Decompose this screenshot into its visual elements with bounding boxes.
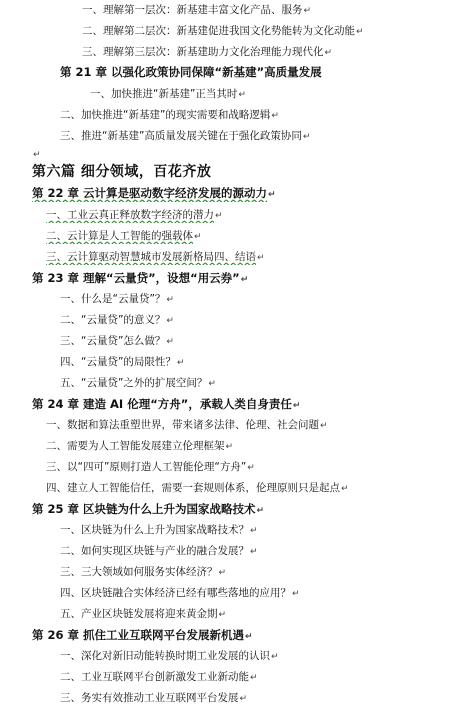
toc-chapter-heading: 第 24 章 建造 AI 伦理“方舟”，承载人类自身责任↵	[32, 397, 301, 411]
toc-chapter-heading: 第 22 章 云计算是驱动数字经济发展的源动力↵	[32, 186, 276, 200]
toc-subitem: 一、工业云真正释放数字经济的潜力↵	[46, 209, 223, 221]
toc-chapter-heading: 第 23 章 理解“云量贷”，设想“用云券”↵	[32, 271, 249, 285]
toc-subitem: 四、“云量贷”的局限性？↵	[60, 356, 185, 368]
toc-subitem: 四、区块链融合实体经济已经有哪些落地的应用？↵	[60, 587, 300, 599]
toc-subitem: 二、如何实现区块链与产业的融合发展？↵	[60, 545, 258, 557]
toc-subitem: 三、三大领域如何服务实体经济？↵	[60, 566, 227, 578]
blank-paragraph: ↵	[33, 150, 41, 160]
toc-subitem: 二、“云量贷”的意义？↵	[60, 314, 174, 326]
toc-part-heading: 第六篇 细分领域，百花齐放	[32, 164, 212, 180]
toc-chapter-heading: 第 26 章 抓住工业互联网平台发展新机遇↵	[32, 628, 253, 642]
toc-subitem: 三、推进“新基建”高质量发展关键在于强化政策协同↵	[60, 130, 311, 142]
toc-subitem: 三、云计算驱动智慧城市发展新格局四、结语↵	[46, 251, 265, 263]
toc-chapter-heading: 第 21 章 以强化政策协同保障“新基建”高质量发展	[60, 65, 322, 79]
toc-chapter-heading: 第 25 章 区块链为什么上升为国家战略技术↵	[32, 502, 265, 516]
toc-subitem: 二、云计算是人工智能的强载体↵	[46, 230, 202, 242]
toc-subitem: 二、需要为人工智能发展建立伦理框架↵	[46, 440, 234, 452]
toc-subitem: 二、理解第二层次：新基建促进我国文化势能转为文化动能↵	[82, 25, 364, 37]
toc-subitem: 一、数据和算法重塑世界，带来诸多法律、伦理、社会问题↵	[46, 419, 328, 431]
toc-subitem: 三、务实有效推动工业互联网平台发展↵	[60, 692, 248, 704]
toc-subitem: 二、工业互联网平台创新激发工业新动能↵	[60, 671, 258, 683]
toc-subitem: 四、建立人工智能信任，需要一套规则体系，伦理原则只是起点↵	[46, 482, 349, 494]
toc-subitem: 三、理解第三层次：新基建助力文化治理能力现代化↵	[82, 46, 333, 58]
toc-subitem: 五、“云量贷”之外的扩展空间？↵	[60, 377, 216, 389]
toc-subitem: 一、深化对新旧动能转换时期工业发展的认识↵	[60, 650, 279, 662]
toc-subitem: 一、什么是“云量贷”？↵	[60, 293, 174, 305]
toc-subitem: 三、“云量贷”怎么做？↵	[60, 335, 174, 347]
toc-subitem: 二、加快推进“新基建”的现实需要和战略逻辑↵	[60, 109, 279, 121]
toc-subitem: 三、以“四可”原则打造人工智能伦理“方舟”↵	[46, 461, 255, 473]
toc-subitem: 一、区块链为什么上升为国家战略技术？↵	[60, 524, 258, 536]
toc-subitem: 一、理解第一层次：新基建丰富文化产品、服务↵	[82, 4, 312, 16]
toc-subitem: 一、加快推进“新基建”正当其时↵	[90, 88, 246, 100]
toc-subitem: 五、产业区块链发展将迎来黄金期↵	[60, 608, 227, 620]
